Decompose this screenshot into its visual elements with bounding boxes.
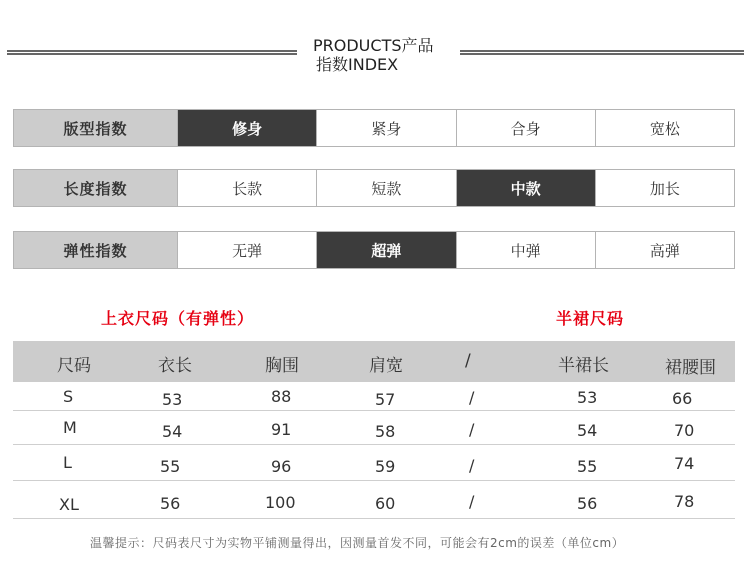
table-row-s-divider: /: [469, 388, 475, 407]
elastic-option-none: 无弹: [178, 232, 317, 268]
table-row-xl-skirt-length: 56: [577, 494, 598, 513]
length-index-row: [13, 169, 735, 207]
table-row-xl-shoulder: 60: [375, 494, 396, 513]
table-row-s-length: 53: [162, 390, 183, 409]
fit-index-label: 版型指数: [14, 110, 178, 146]
table-row-xl-skirt-waist: 78: [674, 492, 695, 511]
elastic-option-super: 超弹: [317, 232, 456, 268]
table-row-l-skirt-length: 55: [577, 457, 598, 476]
length-option-short: 短款: [317, 170, 456, 206]
elastic-index-row: [13, 231, 735, 269]
measurement-note: 温馨提示：尺码表尺寸为实物平铺测量得出，因测量首发不同，可能会有2cm的误差（单位cm）: [90, 536, 625, 550]
table-row-s-shoulder: 57: [375, 390, 396, 409]
table-row-l-chest: 96: [271, 457, 292, 476]
header-chest: 胸围: [265, 356, 299, 376]
table-row-m-chest: 91: [271, 420, 292, 439]
fit-option-slim: 修身: [178, 110, 317, 146]
elastic-option-medium: 中弹: [457, 232, 596, 268]
table-row-s-chest: 88: [271, 387, 292, 406]
table-row-m-size: M: [63, 418, 77, 437]
length-option-long: 长款: [178, 170, 317, 206]
row-divider: [13, 480, 735, 481]
table-row-l-shoulder: 59: [375, 457, 396, 476]
length-option-extra-long: 加长: [649, 179, 680, 198]
header-rule-left: [7, 50, 297, 55]
table-row-m-divider: /: [469, 420, 475, 439]
length-option-medium: 中款: [457, 170, 596, 206]
header-divider: /: [465, 351, 471, 371]
skirt-size-title: 半裙尺码: [556, 309, 625, 328]
table-row-m-skirt-waist: 70: [674, 421, 695, 440]
fit-index-row: [13, 109, 735, 147]
table-row-s-size: S: [63, 387, 74, 406]
header-size: 尺码: [57, 356, 91, 376]
header-rule-right: [460, 50, 744, 55]
table-row-m-skirt-length: 54: [577, 421, 598, 440]
row-divider: [13, 444, 735, 445]
header-subtitle: 指数INDEX: [316, 55, 399, 74]
fit-option-tight: 紧身: [317, 110, 456, 146]
table-row-xl-length: 56: [160, 494, 181, 513]
table-row-xl-size: XL: [59, 495, 79, 514]
fit-option-regular: 合身: [457, 110, 596, 146]
table-row-l-divider: /: [469, 456, 475, 475]
top-size-title: 上衣尺码（有弹性）: [101, 309, 255, 328]
length-index-label: 长度指数: [14, 170, 178, 206]
header-title: PRODUCTS产品: [313, 36, 434, 55]
elastic-option-high: 高弹: [649, 241, 680, 260]
header-length: 衣长: [158, 356, 192, 376]
table-row-l-length: 55: [160, 457, 181, 476]
table-row-xl-divider: /: [469, 492, 475, 511]
row-divider: [13, 410, 735, 411]
header-skirt-waist: 裙腰围: [665, 358, 716, 378]
table-row-l-skirt-waist: 74: [674, 454, 695, 473]
table-row-xl-chest: 100: [265, 493, 296, 512]
table-row-s-skirt-length: 53: [577, 388, 598, 407]
header-shoulder: 肩宽: [369, 356, 403, 376]
table-row-m-shoulder: 58: [375, 422, 396, 441]
header-skirt-length: 半裙长: [558, 356, 609, 376]
elastic-index-label: 弹性指数: [14, 232, 178, 268]
table-row-l-size: L: [63, 453, 72, 472]
table-row-s-skirt-waist: 66: [672, 389, 693, 408]
row-divider: [13, 518, 735, 519]
table-row-m-length: 54: [162, 422, 183, 441]
fit-option-loose: 宽松: [649, 119, 680, 138]
